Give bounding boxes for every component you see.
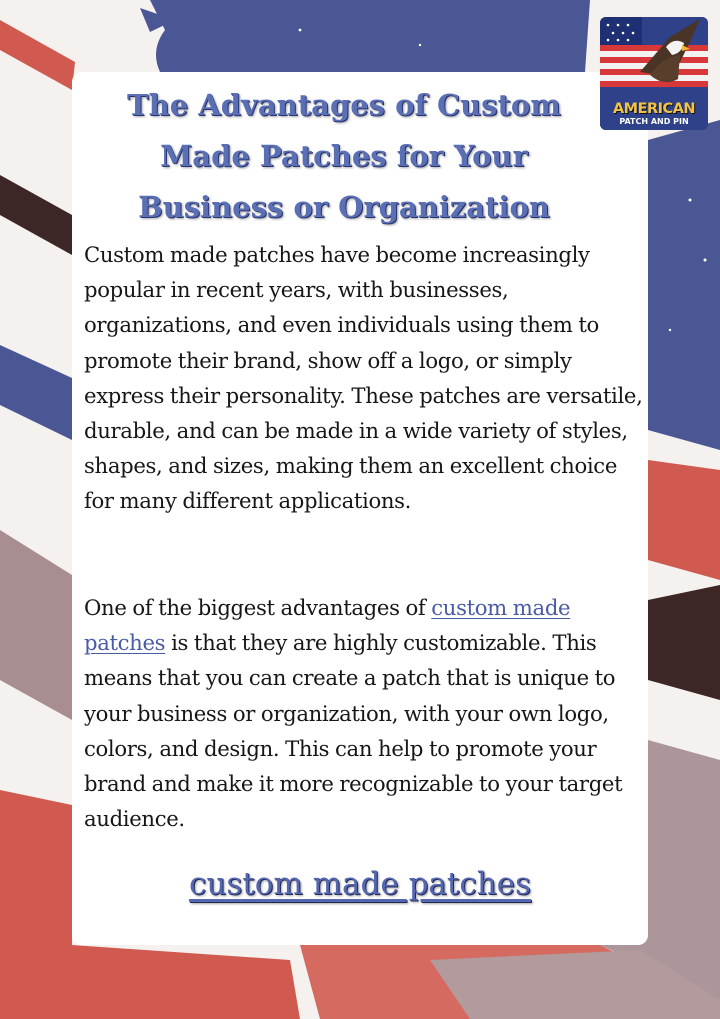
brand-logo[interactable]: [600, 17, 708, 130]
intro-paragraph: Custom made patches have become increasingly popular in recent years, with businesses, organizations, and even individuals using them to promote their brand, show off a logo, or simply express their personality. These patches are versatile, durable, and can be made in a wide variety of styles, shapes, and sizes, making them an excellent choice for many different applications.: [84, 242, 643, 514]
inline-custom-patches-link[interactable]: custom made patches: [84, 595, 571, 656]
advantages-paragraph: [84, 590, 644, 836]
paragraph-text-after: is that they are highly customizable. This means that you can create a patch that is unique to your business or organization, with your own logo, colors, and design. This can help to promote your brand and make it more recognizable to your target audience.: [84, 630, 623, 832]
paragraph-text-before: One of the biggest advantages of: [84, 595, 432, 620]
custom-made-patches-link[interactable]: custom made patches: [189, 866, 531, 902]
logo-brand-text: AMERICAN: [612, 101, 696, 117]
page-title: The Advantages of Custom Made Patches for Your Business or Organization: [127, 88, 561, 224]
logo-subtitle: PATCH AND PIN: [619, 117, 689, 126]
